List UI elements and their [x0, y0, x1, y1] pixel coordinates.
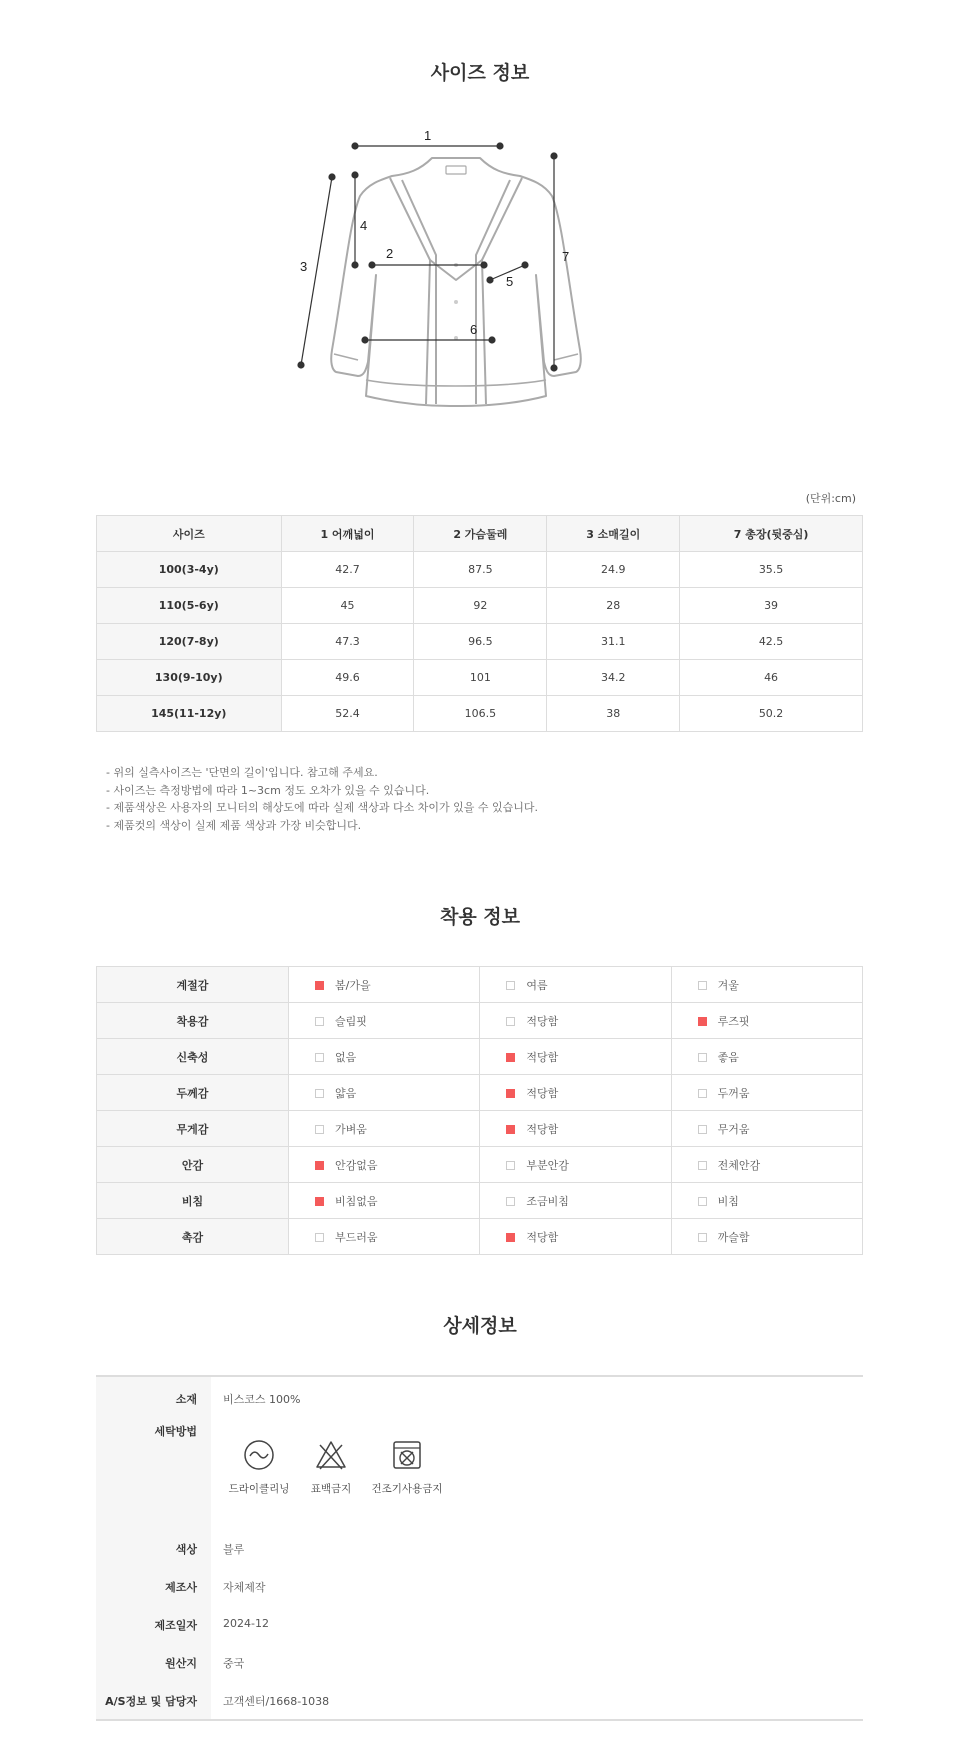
fit-option	[289, 1147, 480, 1183]
unchecked-box-icon	[506, 981, 515, 990]
wash-label: 표백금지	[310, 1483, 352, 1495]
table-cell: 35.5	[680, 552, 863, 588]
fit-option-label: 적당함	[526, 1122, 559, 1136]
measure-label-4: 4	[360, 218, 368, 233]
fit-row-label: 두께감	[97, 1075, 289, 1111]
detail-row	[96, 1565, 863, 1603]
table-cell: 92	[414, 588, 547, 624]
checked-box-icon	[506, 1125, 515, 1134]
fit-option-label: 봄/가을	[335, 978, 371, 992]
detail-value: 블루	[223, 1543, 245, 1556]
table-cell: 106.5	[414, 696, 547, 732]
fit-row-label: 무게감	[97, 1111, 289, 1147]
fit-option-label: 적당함	[526, 1230, 559, 1244]
unchecked-box-icon	[315, 1125, 324, 1134]
fit-row-label: 착용감	[97, 1003, 289, 1039]
no-bleach-icon	[315, 1439, 347, 1471]
table-row	[97, 552, 863, 588]
detail-section-title: 상세정보	[443, 1315, 517, 1337]
fit-option-label: 여름	[526, 978, 548, 992]
unchecked-box-icon	[315, 1233, 324, 1242]
note-line: - 위의 실측사이즈는 '단면의 길이'입니다. 참고해 주세요.	[106, 766, 378, 779]
table-cell: 52.4	[281, 696, 414, 732]
measure-label-2: 2	[386, 246, 394, 261]
table-cell: 47.3	[281, 624, 414, 660]
size-name: 120(7-8y)	[97, 624, 282, 660]
checked-box-icon	[506, 1233, 515, 1242]
unchecked-box-icon	[698, 1053, 707, 1062]
size-notes	[106, 764, 538, 834]
fit-row-label: 안감	[97, 1147, 289, 1183]
note-line: - 사이즈는 측정방법에 따라 1~3cm 정도 오차가 있을 수 있습니다.	[106, 783, 430, 797]
fit-option-label: 슬림핏	[335, 1014, 367, 1028]
fit-option-label: 안감없음	[335, 1158, 378, 1172]
unchecked-box-icon	[315, 1053, 324, 1062]
checked-box-icon	[315, 981, 324, 990]
header-cell: 사이즈	[97, 516, 282, 552]
fit-option-label: 없음	[335, 1050, 357, 1064]
unchecked-box-icon	[698, 1197, 707, 1206]
fit-option-label: 적당함	[526, 1050, 559, 1064]
table-cell: 87.5	[414, 552, 547, 588]
fit-option-label: 조금비침	[526, 1194, 569, 1208]
detail-row	[96, 1527, 863, 1565]
note-line: - 제품컷의 색상이 실제 제품 색상과 가장 비슷합니다.	[106, 818, 362, 832]
fit-option-label: 전체안감	[717, 1158, 761, 1172]
size-name: 110(5-6y)	[97, 588, 282, 624]
measure-label-7: 7	[562, 249, 570, 264]
fit-row	[97, 1039, 863, 1075]
fit-option-label: 좋음	[717, 1050, 739, 1064]
table-cell: 45	[281, 588, 414, 624]
unchecked-box-icon	[506, 1161, 515, 1170]
header-cell: 1 어깨넓이	[281, 516, 414, 552]
measure-label-3: 3	[300, 259, 308, 274]
detail-value: 비스코스 100%	[223, 1393, 301, 1406]
detail-table	[96, 1375, 863, 1721]
fit-option-label: 얇음	[335, 1086, 357, 1100]
fit-row	[97, 1147, 863, 1183]
checked-box-icon	[315, 1197, 324, 1206]
checked-box-icon	[315, 1161, 324, 1170]
detail-label: 색상	[96, 1527, 211, 1565]
table-row	[97, 696, 863, 732]
detail-label: 원산지	[96, 1641, 211, 1679]
fit-option	[289, 967, 480, 1003]
fit-option	[480, 1039, 671, 1075]
detail-value: 고객센터/1668-1038	[223, 1695, 330, 1708]
checked-box-icon	[698, 1017, 707, 1026]
detail-row	[96, 1641, 863, 1679]
detail-row-wash	[96, 1415, 863, 1527]
unit-label: (단위:cm)	[805, 492, 856, 505]
fit-row	[97, 967, 863, 1003]
fit-option	[671, 1219, 862, 1255]
cardigan-measurement-diagram	[300, 128, 640, 420]
fit-option	[480, 1219, 671, 1255]
fit-option	[671, 1147, 862, 1183]
size-name: 145(11-12y)	[97, 696, 282, 732]
detail-label: 소재	[96, 1377, 211, 1415]
table-cell: 101	[414, 660, 547, 696]
detail-value: 2024-12	[223, 1617, 269, 1630]
table-cell: 39	[680, 588, 863, 624]
detail-row	[96, 1679, 863, 1719]
fit-option-label: 가벼움	[335, 1122, 367, 1136]
fit-option-label: 부드러움	[335, 1230, 378, 1244]
fit-option	[480, 1111, 671, 1147]
fit-option	[289, 1219, 480, 1255]
table-row	[97, 624, 863, 660]
table-row	[97, 660, 863, 696]
fit-option-label: 적당함	[526, 1086, 559, 1100]
fit-option	[480, 1183, 671, 1219]
unchecked-box-icon	[506, 1017, 515, 1026]
unchecked-box-icon	[698, 1125, 707, 1134]
wash-item	[367, 1439, 447, 1496]
size-name: 130(9-10y)	[97, 660, 282, 696]
fit-option-label: 두꺼움	[717, 1086, 750, 1100]
detail-value: 중국	[223, 1657, 245, 1670]
detail-label: A/S정보 및 담당자	[96, 1679, 211, 1719]
table-cell: 46	[680, 660, 863, 696]
fit-row-label: 계절감	[97, 967, 289, 1003]
unchecked-box-icon	[698, 1161, 707, 1170]
fit-row	[97, 1219, 863, 1255]
fit-row	[97, 1111, 863, 1147]
wash-icons	[211, 1415, 447, 1527]
fit-option	[671, 1111, 862, 1147]
fit-row	[97, 1183, 863, 1219]
fit-option-label: 까슬함	[717, 1230, 750, 1244]
fit-option	[289, 1111, 480, 1147]
wash-item	[223, 1439, 295, 1496]
fit-section-title: 착용 정보	[439, 906, 521, 928]
unchecked-box-icon	[698, 1233, 707, 1242]
header-cell: 7 총장(뒷중심)	[680, 516, 863, 552]
fit-option	[480, 1147, 671, 1183]
fit-option	[671, 967, 862, 1003]
table-cell: 50.2	[680, 696, 863, 732]
size-table	[96, 515, 863, 732]
table-cell: 28	[547, 588, 680, 624]
table-cell: 42.5	[680, 624, 863, 660]
fit-row-label: 촉감	[97, 1219, 289, 1255]
detail-label: 세탁방법	[96, 1415, 211, 1527]
fit-option	[671, 1183, 862, 1219]
size-name: 100(3-4y)	[97, 552, 282, 588]
fit-option-label: 부분안감	[526, 1158, 569, 1172]
fit-table	[96, 966, 863, 1255]
wash-label: 드라이클리닝	[228, 1483, 290, 1495]
fit-option-label: 비침	[717, 1194, 739, 1208]
no-tumble-dry-icon	[391, 1439, 423, 1471]
detail-label: 제조일자	[96, 1603, 211, 1641]
wash-item	[295, 1439, 367, 1496]
table-cell: 24.9	[547, 552, 680, 588]
fit-option	[480, 967, 671, 1003]
fit-row-label: 신축성	[97, 1039, 289, 1075]
fit-option	[289, 1183, 480, 1219]
measure-label-6: 6	[470, 322, 478, 337]
unchecked-box-icon	[506, 1197, 515, 1206]
unchecked-box-icon	[315, 1017, 324, 1026]
fit-option	[671, 1003, 862, 1039]
fit-option	[671, 1039, 862, 1075]
fit-row-label: 비침	[97, 1183, 289, 1219]
fit-option	[480, 1075, 671, 1111]
fit-option	[289, 1003, 480, 1039]
fit-row	[97, 1075, 863, 1111]
fit-option-label: 무거움	[717, 1122, 750, 1136]
table-cell: 96.5	[414, 624, 547, 660]
fit-option	[289, 1039, 480, 1075]
size-table-header	[97, 516, 863, 552]
detail-label: 제조사	[96, 1565, 211, 1603]
checked-box-icon	[506, 1089, 515, 1098]
fit-option	[671, 1075, 862, 1111]
table-cell: 42.7	[281, 552, 414, 588]
table-cell: 31.1	[547, 624, 680, 660]
table-cell: 49.6	[281, 660, 414, 696]
fit-option-label: 적당함	[526, 1014, 559, 1028]
size-section-title: 사이즈 정보	[430, 62, 530, 84]
detail-value: 자체제작	[223, 1581, 266, 1594]
fit-option-label: 루즈핏	[717, 1014, 750, 1028]
unchecked-box-icon	[698, 981, 707, 990]
table-row	[97, 588, 863, 624]
detail-row	[96, 1603, 863, 1641]
measure-label-1: 1	[424, 128, 432, 143]
header-cell: 2 가슴둘레	[414, 516, 547, 552]
checked-box-icon	[506, 1053, 515, 1062]
fit-option	[289, 1075, 480, 1111]
fit-option-label: 비침없음	[335, 1194, 378, 1208]
unchecked-box-icon	[315, 1089, 324, 1098]
measure-label-5: 5	[506, 274, 514, 289]
fit-option-label: 겨울	[717, 978, 739, 992]
fit-option	[480, 1003, 671, 1039]
detail-row-material	[96, 1377, 863, 1415]
dry-cleaning-icon	[243, 1439, 275, 1471]
header-cell: 3 소매길이	[547, 516, 680, 552]
note-line: - 제품색상은 사용자의 모니터의 해상도에 따라 실제 색상과 다소 차이가 있을 수 있습니다.	[106, 801, 538, 814]
table-cell: 34.2	[547, 660, 680, 696]
unchecked-box-icon	[698, 1089, 707, 1098]
wash-label: 건조기사용금지	[371, 1483, 443, 1495]
table-cell: 38	[547, 696, 680, 732]
fit-row	[97, 1003, 863, 1039]
